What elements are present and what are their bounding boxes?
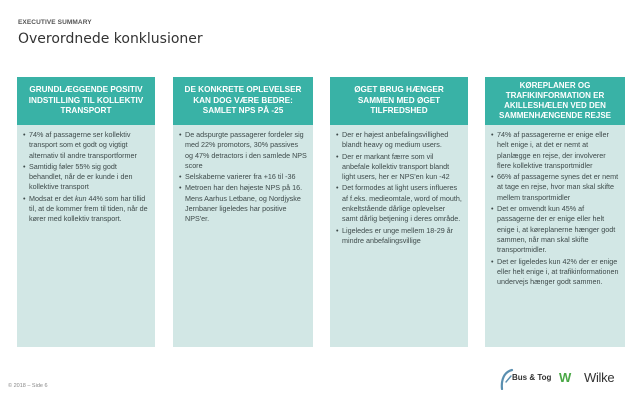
- wilke-w-logo-icon: W: [559, 370, 572, 385]
- bullet-item: • Det er ligeledes kun 42% der er enige eller helt enige i, at trafikinformationen undervejs hænger godt sammen.: [492, 257, 619, 288]
- bullet-item: • Samtidig føler 55% sig godt behandlet, når de er kunde i den kollektive transport: [24, 162, 149, 193]
- bullet-text-after: 44% som har tillid til, at de kommer frem til tiden, når de kører med kollektiv transport.: [29, 193, 148, 224]
- section-eyebrow: EXECUTIVE SUMMARY: [18, 19, 92, 26]
- bullet-item: • Ligeledes er unge mellem 18-29 år mindre anbefalingsvillige: [337, 226, 462, 247]
- bullet-item: • Det formodes at light users influeres af f.eks. medieomtale, word of mouth, enkeltstående dårlige oplevelser samt dårlig betjening i deres område.: [337, 183, 462, 224]
- card-heading: GRUNDLÆGGENDE POSITIV INDSTILLING TIL KOLLEKTIV TRANSPORT: [17, 77, 155, 125]
- page-title: Overordnede konklusioner: [18, 31, 203, 47]
- bullet-item: • Det er omvendt kun 45% af passagerne der er enige eller helt enige i, at køreplanerne hænger godt sammen, når man skal skifte transportmidler.: [492, 204, 619, 255]
- footer-copyright: © 2018 – Side 6: [8, 383, 48, 389]
- wilke-logo: Wilke: [584, 370, 615, 385]
- bullet-item: • Der er markant færre som vil anbefale kollektiv transport blandt light users, her er NPS'en kun -42: [337, 152, 462, 183]
- bullet-emphasis: kun: [74, 193, 87, 203]
- card-heading: ØGET BRUG HÆNGER SAMMEN MED ØGET TILFREDSHED: [330, 77, 468, 125]
- partner-logos: [500, 368, 632, 392]
- bullet-item: [24, 194, 149, 225]
- conclusion-card-4: [485, 77, 625, 347]
- bullet-item: • Der er højest anbefalingsvillighed blandt heavy og medium users.: [337, 130, 462, 151]
- card-heading: DE KONKRETE OPLEVELSER KAN DOG VÆRE BEDRE: SAMLET NPS PÅ -25: [173, 77, 313, 125]
- bullet-item: • 74% af passagererne er enige eller helt enige i, at det er nemt at planlægge en rejse, der involverer flere kollektive transportmidler: [492, 130, 619, 171]
- bus-tog-logo: Bus & Tog: [512, 373, 552, 382]
- conclusion-card-1: [17, 77, 155, 347]
- conclusion-card-3: [330, 77, 468, 347]
- bullet-item: • De adspurgte passagerer fordeler sig med 22% promotors, 30% passives og 47% detractors i den samlede NPS score: [180, 130, 307, 171]
- bullet-item: • 66% af passagerne synes det er nemt at tage en rejse, hvor man skal skifte mellem transportmidler: [492, 172, 619, 203]
- bullet-text-before: Modsat er det: [29, 193, 75, 203]
- conclusion-card-2: [173, 77, 313, 347]
- bullet-item: • Selskaberne varierer fra +16 til -36: [180, 172, 307, 182]
- card-heading: KØREPLANER OG TRAFIKINFORMATION ER AKILLESHÆLEN VED DEN SAMMENHÆNGENDE REJSE: [485, 77, 625, 125]
- bullet-item: • Metroen har den højeste NPS på 16. Mens Aarhus Letbane, og Nordjyske Jernbaner ligeledes har positive NPS'er.: [180, 183, 307, 224]
- bullet-item: • 74% af passagerne ser kollektiv transport som et godt og vigtigt alternativ til andre transportformer: [24, 130, 149, 161]
